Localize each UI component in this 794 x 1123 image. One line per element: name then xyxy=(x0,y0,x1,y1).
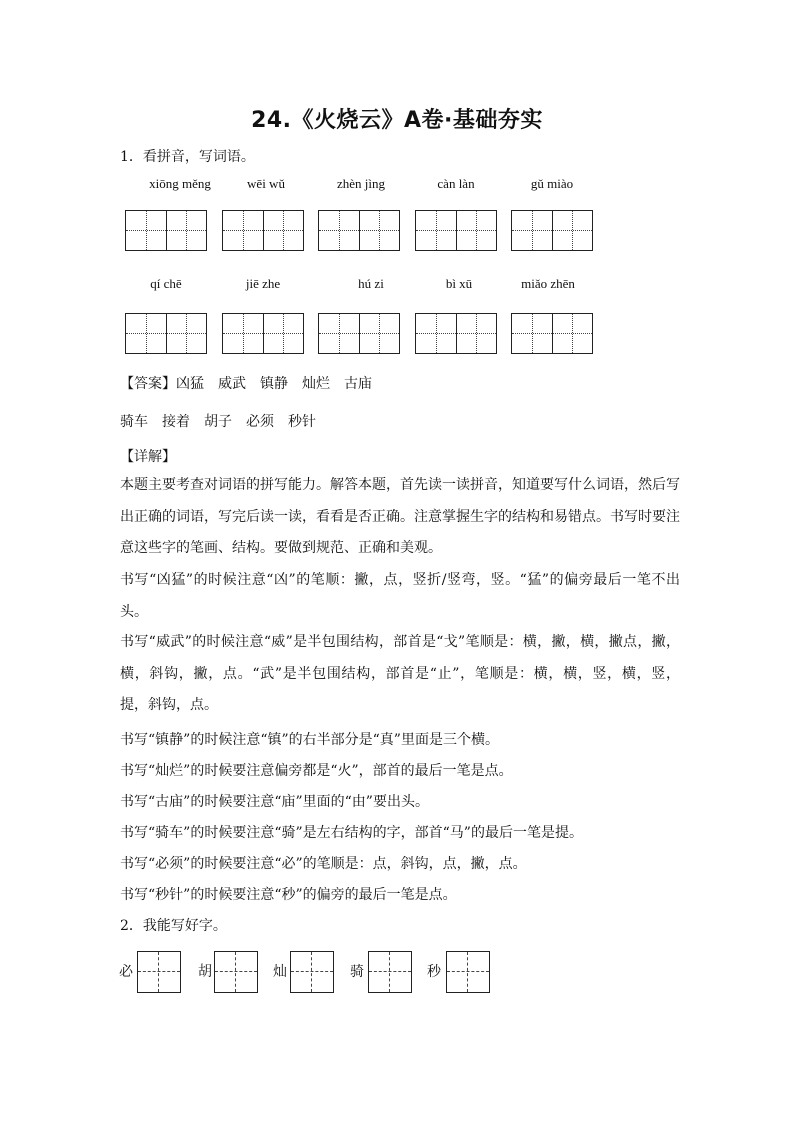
pinyin-item: jiē zhe xyxy=(245,276,281,291)
pinyin-item: wēi wǔ xyxy=(247,176,285,191)
writing-grid[interactable] xyxy=(222,210,304,251)
pinyin-item: hú zi xyxy=(358,276,384,291)
detail-paragraph: 书写“古庙”的时候要注意“庙”里面的“由”要出头。 xyxy=(120,794,429,810)
practice-char: 秒 xyxy=(427,964,441,980)
answer-word: 凶猛 xyxy=(176,376,204,392)
detail-paragraph: 书写“镇静”的时候注意“镇”的右半部分是“真”里面是三个横。 xyxy=(120,732,499,748)
writing-grid[interactable] xyxy=(511,313,593,354)
writing-grid[interactable] xyxy=(125,313,207,354)
writing-grid[interactable] xyxy=(318,210,400,251)
writing-grid[interactable] xyxy=(318,313,400,354)
detail-paragraph: 书写“骑车”的时候要注意“骑”是左右结构的字，部首“马”的最后一笔是提。 xyxy=(120,825,583,841)
answer-word: 古庙 xyxy=(344,376,372,392)
writing-grid[interactable] xyxy=(511,210,593,251)
practice-char: 必 xyxy=(119,964,133,980)
practice-char: 胡 xyxy=(198,964,212,980)
pinyin-item: gǔ miào xyxy=(530,176,574,191)
tian-grid[interactable] xyxy=(290,951,334,993)
question-1-label: 1．看拼音，写词语。 xyxy=(120,149,255,165)
detail-paragraph: 书写“必须”的时候要注意“必”的笔顺是：点，斜钩，点，撇，点。 xyxy=(120,856,527,872)
question-2-label: 2．我能写好字。 xyxy=(120,918,227,934)
detail-paragraph: 书写“威武”的时候注意“威”是半包围结构，部首是“戈”笔顺是：横，撇，横，撇点，撇，横，斜钩，撇，点。“武”是半包围结构，部首是“止”，笔顺是：横，横，竖，横，竖，提，斜钩，点。 xyxy=(120,634,680,713)
pinyin-row-2 xyxy=(0,276,794,296)
writing-grid[interactable] xyxy=(415,313,497,354)
answer-word: 胡子 xyxy=(204,414,232,430)
answer-word: 镇静 xyxy=(260,376,288,392)
practice-char: 灿 xyxy=(273,964,287,980)
pinyin-item: bì xū xyxy=(445,276,473,291)
pinyin-item: xiōng měng xyxy=(149,176,211,191)
answer-word: 骑车 xyxy=(120,414,148,430)
tian-grid[interactable] xyxy=(137,951,181,993)
pinyin-item: càn làn xyxy=(437,176,475,191)
tian-grid[interactable] xyxy=(214,951,258,993)
pinyin-item: miǎo zhēn xyxy=(521,276,575,291)
answer-row-2 xyxy=(120,411,330,431)
detail-paragraph: 书写“秒针”的时候要注意“秒”的偏旁的最后一笔是点。 xyxy=(120,887,457,903)
tian-grid[interactable] xyxy=(368,951,412,993)
detail-paragraph: 书写“灿烂”的时候要注意偏旁都是“火”，部首的最后一笔是点。 xyxy=(120,763,513,779)
pinyin-row-1 xyxy=(0,176,794,196)
answer-word: 威武 xyxy=(218,376,246,392)
tian-grid[interactable] xyxy=(446,951,490,993)
answer-label: 【答案】 xyxy=(120,376,176,392)
detail-paragraph: 书写“凶猛”的时候注意“凶”的笔顺：撇，点，竖折/竖弯，竖。“猛”的偏旁最后一笔不出头。 xyxy=(120,572,680,620)
page-title: 24.《火烧云》A卷·基础夯实 xyxy=(251,108,543,133)
pinyin-item: zhèn jìng xyxy=(336,176,385,191)
pinyin-item: qí chē xyxy=(150,276,182,291)
writing-grid[interactable] xyxy=(222,313,304,354)
detail-label: 【详解】 xyxy=(120,449,176,465)
writing-grid[interactable] xyxy=(415,210,497,251)
answer-word: 秒针 xyxy=(288,414,316,430)
answer-word: 接着 xyxy=(162,414,190,430)
answer-word: 必须 xyxy=(246,414,274,430)
handwriting-practice-row xyxy=(0,951,794,993)
detail-intro: 本题主要考查对词语的拼写能力。解答本题，首先读一读拼音，知道要写什么词语，然后写出正确的词语，写完后读一读，看看是否正确。注意掌握生字的结构和易错点。书写时要注意这些字的笔画、结构。要做到规范、正确和美观。 xyxy=(120,477,680,556)
writing-grid[interactable] xyxy=(125,210,207,251)
practice-char: 骑 xyxy=(350,964,364,980)
answer-word: 灿烂 xyxy=(302,376,330,392)
answer-row-1 xyxy=(120,373,386,393)
